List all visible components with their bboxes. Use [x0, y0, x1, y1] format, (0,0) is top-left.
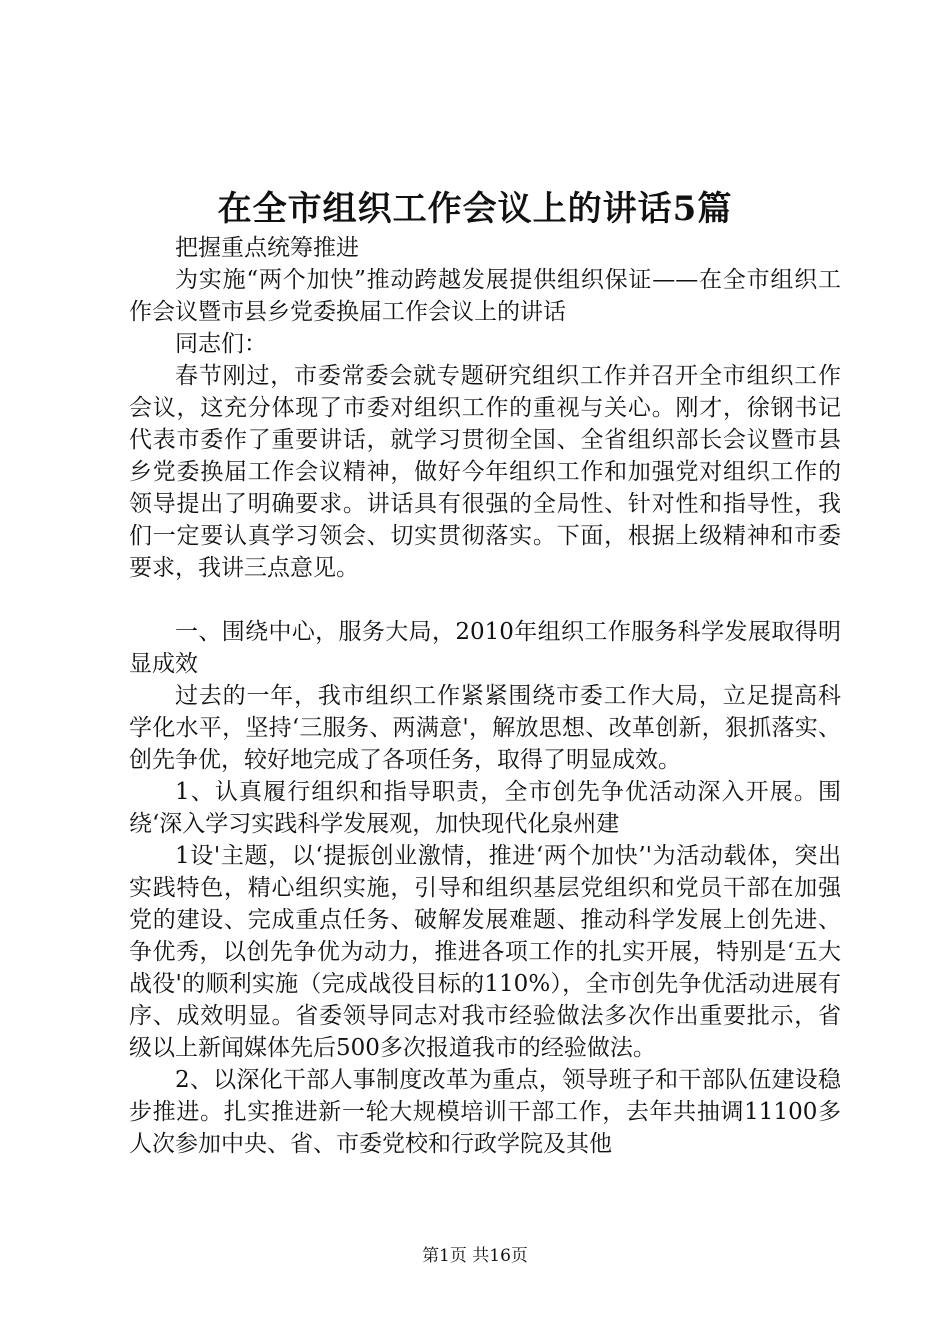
paragraph-item-one-continued: 1设'主题，以‘提振创业激情，推进‘两个加快’'为活动载体，突出实践特色，精心组织实施，引导和组织基层党组织和党员干部在加强党的建设、完成重点任务、破解发展难题、推动科学发展上创先进、争优秀，以创先争优为动力，推进各项工作的扎实开展，特别是‘五大战役'的顺利实施（完成战役目标的110%），全市创先争优活动进展有序、成效明显。省委领导同志对我市经验做法多次作出重要批示，省级以上新闻媒体先后500多次报道我市的经验做法。: [129, 843, 841, 1061]
document-title: 在全市组织工作会议上的讲话5篇: [217, 189, 733, 229]
paragraph-section-one-heading: 一、围绕中心，服务大局，2010年组织工作服务科学发展取得明显成效: [129, 619, 841, 677]
paragraph-salutation: 同志们：: [175, 331, 267, 357]
page-number-footer: 第1页 共16页: [422, 1246, 528, 1266]
paragraph-gap: [129, 584, 841, 616]
paragraph-item-two: 2、以深化干部人事制度改革为重点，领导班子和干部队伍建设稳步推进。扎实推进新一轮大规模培训干部工作，去年共抽调11100多人次参加中央、省、市委党校和行政学院及其他: [129, 1067, 841, 1157]
document-body: [129, 232, 841, 1160]
paragraph-item-one: 1、认真履行组织和指导职责，全市创先争优活动深入开展。围绕‘深入学习实践科学发展观，加快现代化泉州建: [129, 779, 841, 837]
paragraph-section-one-summary: 过去的一年，我市组织工作紧紧围绕市委工作大局，立足提高科学化水平，坚持‘三服务、两满意'，解放思想、改革创新，狠抓落实、创先争优，较好地完成了各项任务，取得了明显成效。: [129, 683, 841, 773]
paragraph-heading: 把握重点统筹推进: [175, 235, 359, 261]
paragraph-subtitle: 为实施“两个加快”推动跨越发展提供组织保证——在全市组织工作会议暨市县乡党委换届工作会议上的讲话: [129, 267, 841, 325]
paragraph-intro: 春节刚过，市委常委会就专题研究组织工作并召开全市组织工作会议，这充分体现了市委对组织工作的重视与关心。刚才，徐钢书记代表市委作了重要讲话，就学习贯彻全国、全省组织部长会议暨市县乡党委换届工作会议精神，做好今年组织工作和加强党对组织工作的领导提出了明确要求。讲话具有很强的全局性、针对性和指导性，我们一定要认真学习领会、切实贯彻落实。下面，根据上级精神和市委要求，我讲三点意见。: [129, 363, 841, 581]
